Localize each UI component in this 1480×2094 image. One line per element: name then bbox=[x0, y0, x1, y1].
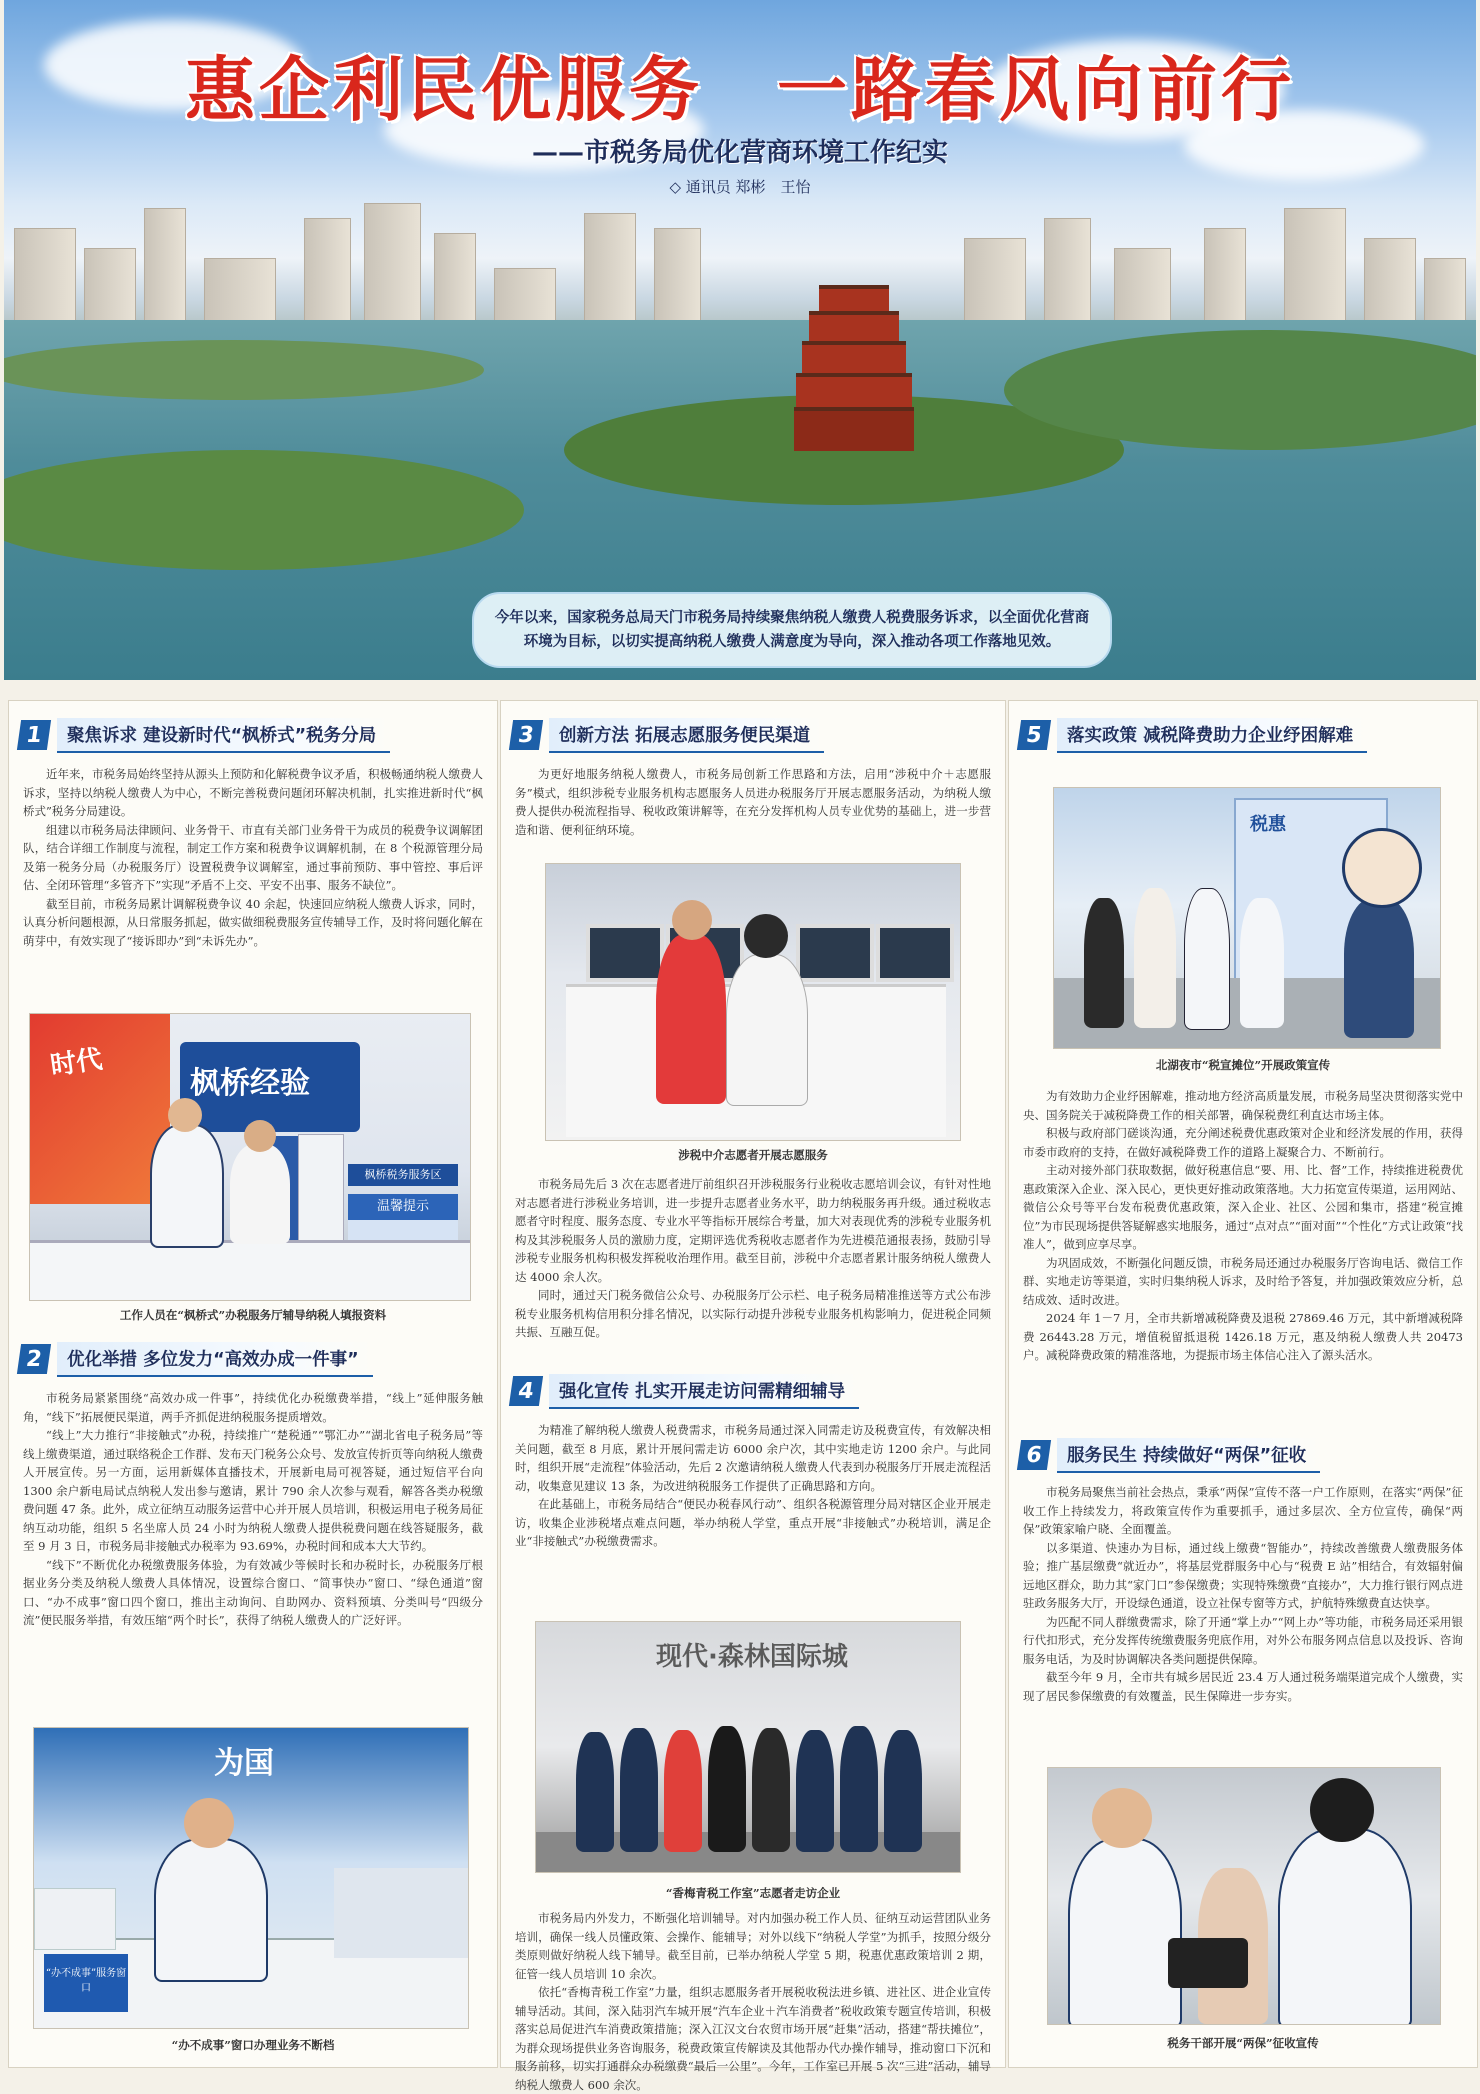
paragraph: 市税务局内外发力，不断强化培训辅导。对内加强办税工作人员、征纳互动运营团队业务培训，确保一线人员懂政策、会操作、能辅导；对外以线下“纳税人学堂”为抓手，按照分级分类原则做好纳税人线下辅导。截至目前，已举办纳税人学堂 5 期，税惠优惠政策培训 2 期，征管一线人员培训 10 余次。 bbox=[515, 1911, 991, 1981]
photo-volunteer-group bbox=[535, 1621, 961, 1873]
section-number: 2 bbox=[17, 1344, 51, 1374]
section-number: 1 bbox=[17, 720, 51, 750]
tip-sign: 温馨提示 bbox=[348, 1194, 458, 1220]
paragraph: 在此基础上，市税务局结合“便民办税春风行动”、组织各税源管理分局对辖区企业开展走访，收集企业涉税堵点难点问题，举办纳税人学堂，重点开展“非接触式”办税培训，满足企业“非接触式”办税缴费需求。 bbox=[515, 1497, 991, 1548]
paragraph: 为匹配不同人群缴费需求，除了开通“掌上办”“网上办”等功能，市税务局还采用银行代扣形式，充分发挥传统缴费服务兜底作用，对外公布服务网点信息以及投诉、咨询服务电话，为及时协调解决各类问题提供保障。 bbox=[1023, 1614, 1463, 1666]
photo-fengqiao-hall bbox=[29, 1013, 471, 1301]
paragraph: 为有效助力企业纾困解难，推动地方经济高质量发展，市税务局坚决贯彻落实党中央、国务院关于减税降费工作的相关部署，确保税费红利直达市场主体。 bbox=[1023, 1089, 1463, 1122]
photo-service-window bbox=[33, 1727, 469, 2029]
section-4-header bbox=[511, 1373, 859, 1409]
paragraph: 为精准了解纳税人缴费人税费需求，市税务局通过深入同需走访及税费宣传，有效解决相关问题，截至 8 月底，累计开展问需走访 6000 余户次，其中实地走访 1200 余户。与此同时，组织开展“走流程”体验活动，先后 2 次邀请纳税人缴费人代表到办税服务厅开展走流程活动，收集意见建议 13 条，为改进纳税服务工作提供了正确思路和方向。 bbox=[515, 1423, 991, 1493]
section-number: 6 bbox=[1017, 1440, 1051, 1470]
photo-caption: “办不成事”窗口办理业务不断档 bbox=[171, 2038, 335, 2052]
photo-night-market-stall bbox=[1053, 787, 1441, 1049]
paragraph: 市税务局聚焦当前社会热点，秉承“两保”宣传不落一户工作原则，在落实“两保”征收工作上持续发力，将政策宣传作为重要抓手，通过多层次、全方位宣传，确保“两保”政策家喻户晓、全面覆盖。 bbox=[1023, 1485, 1463, 1536]
fengqiao-sign: 枫桥经验 bbox=[190, 1066, 310, 1101]
paragraph: 为巩固成效，不断强化问题反馈，市税务局还通过办税服务厅咨询电话、微信工作群、实地走访等渠道，实时归集纳税人诉求，及时给予答复，并加强政策效应分析，总结成效、适时改进。 bbox=[1023, 1255, 1463, 1307]
section-4-body-continued bbox=[515, 1909, 991, 2094]
paragraph: 积极与政府部门磋谈沟通，充分阐述税费优惠政策对企业和经济发展的作用，获得市委市政府的支持，在做好减税降费工作的道路上凝聚合力、不断前行。 bbox=[1023, 1126, 1463, 1159]
section-5-header bbox=[1019, 717, 1367, 753]
page-title: 惠企利民优服务 一路春风向前行 bbox=[185, 49, 1295, 131]
section-6-body bbox=[1023, 1483, 1463, 1705]
page-subtitle: ——市税务局优化营商环境工作纪实 bbox=[531, 138, 948, 168]
paragraph: 2024 年 1－7 月，全市共新增减税降费及退税 27869.46 万元，其中新增减税降费 26443.28 万元，增值税留抵退税 1426.18 万元，惠及纳税人缴费人共 20473 户。减税降费政策的精准落地，为提振市场主体信心注入了源头活水。 bbox=[1023, 1311, 1463, 1362]
section-2-body bbox=[23, 1389, 483, 1630]
section-6-header bbox=[1019, 1437, 1320, 1473]
photo-caption: 工作人员在“枫桥式”办税服务厅辅导纳税人填报资料 bbox=[119, 1308, 387, 1322]
banner-sign: 现代·森林国际城 bbox=[656, 1642, 848, 1672]
column-middle bbox=[500, 700, 1006, 2092]
paragraph: 主动对接外部门获取数据，做好税惠信息“要、用、比、督”工作，持续推进税费优惠政策深入企业、深入民心，更快更好推动政策落地。大力拓宽宣传渠道，运用网站、微信公众号等平台发布税费优惠政策，深入企业、社区、公园和集市，搭建“税宣摊位”为市民现场提供答疑解惑实地服务，通过“点对点”“面对面”“个性化”方式让政策“找准人”，做到应享尽享。 bbox=[1023, 1163, 1463, 1251]
section-number: 3 bbox=[509, 720, 543, 750]
section-title: 服务民生 持续做好“两保”征收 bbox=[1057, 1438, 1320, 1473]
hero-banner bbox=[4, 0, 1476, 680]
paragraph: 同时，通过天门税务微信公众号、办税服务厅公示栏、电子税务局精准推送等方式公布涉税专业服务机构信用积分排名情况，以实际行动提升涉税专业服务机构影响力，促进税企同频共振、互融互促。 bbox=[515, 1288, 991, 1339]
city-skyline bbox=[4, 190, 1476, 330]
paragraph: 以多渠道、快速办为目标，通过线上缴费“智能办”，持续改善缴费人缴费服务体验；推广基层缴费“就近办”，将基层党群服务中心与“税费 E 站”相结合，有效辐射偏远地区群众，助力其“家门口”参保缴费；实现特殊缴费“直接办”，大力推行银行网点进驻政务服务大厅，开设绿色通道，设立社保专窗等方式，护航特殊缴费直达快享。 bbox=[1023, 1540, 1463, 1610]
section-title: 聚焦诉求 建设新时代“枫桥式”税务分局 bbox=[57, 718, 390, 753]
paragraph: 截至目前，市税务局累计调解税费争议 40 余起，快速回应纳税人缴费人诉求，同时，认真分析问题根源，从日常服务抓起，做实做细税费服务宣传辅导工作，及时将问题化解在萌芽中，有效实现了“接诉即办”到“未诉先办”。 bbox=[23, 896, 483, 948]
paragraph: 近年来，市税务局始终坚持从源头上预防和化解税费争议矛盾，积极畅通纳税人缴费人诉求，坚持以纳税人缴费人为中心，不断完善税费问题闭环解决机制，扎实推进新时代“枫桥式”税务分局建设。 bbox=[23, 767, 483, 818]
wall-sign: 时代 bbox=[48, 1044, 105, 1082]
photo-caption: 涉税中介志愿者开展志愿服务 bbox=[678, 1148, 828, 1162]
section-3-body-continued bbox=[515, 1175, 991, 1342]
counter-sign: “办不成事”服务窗口 bbox=[44, 1954, 128, 2012]
intro-box: 今年以来，国家税务总局天门市税务局持续聚焦纳税人缴费人税费服务诉求，以全面优化营商环境为目标，以切实提高纳税人缴费人满意度为导向，深入推动各项工作落地见效。 bbox=[472, 592, 1112, 668]
photo-volunteer-terminals bbox=[545, 863, 961, 1141]
section-4-body bbox=[515, 1421, 991, 1551]
pagoda-tower bbox=[794, 285, 914, 450]
section-title: 强化宣传 扎实开展走访问需精细辅导 bbox=[549, 1374, 859, 1409]
section-3-body bbox=[515, 765, 991, 839]
paragraph: “线下”不断优化办税缴费服务体验，为有效减少等候时长和办税时长，办税服务厅根据业务分类及纳税人缴费人具体情况，设置综合窗口、“简事快办”窗口、“绿色通道”窗口、“办不成事”窗口四个窗口，推出主动询问、自助网办、资料预填、分类叫号“四级分流”便民服务举措，有效压缩“两个时长”，获得了纳税人缴费人的广泛好评。 bbox=[23, 1557, 483, 1627]
section-1-header bbox=[19, 717, 390, 753]
photo-caption: 税务干部开展“两保”征收宣传 bbox=[1167, 2036, 1319, 2050]
paragraph: 市税务局先后 3 次在志愿者进厅前组织召开涉税服务行业税收志愿培训会议，有针对性地对志愿者进行涉税业务培训，进一步提升志愿者业务水平，助力纳税服务再升级。通过税收志愿者守时程度、服务态度、专业水平等指标开展综合考量，加大对表现优秀的涉税专业服务机构及其涉税服务人员的激励力度，定期评选优秀税收志愿者作为先进模范通报表扬，鼓励引导涉税专业服务机构积极发挥税收治理作用。截至目前，涉税中介志愿者累计服务纳税人缴费人达 4000 余人次。 bbox=[515, 1177, 991, 1284]
paragraph: 市税务局紧紧围绕“高效办成一件事”，持续优化办税缴费举措，“线上”延伸服务触角，“线下”拓展便民渠道，两手齐抓促进纳税服务提质增效。 bbox=[23, 1391, 483, 1424]
stall-sign: 税惠 bbox=[1250, 814, 1286, 835]
banner-sign: 为国 bbox=[214, 1746, 274, 1781]
column-left bbox=[8, 700, 498, 2068]
section-3-header bbox=[511, 717, 824, 753]
service-board: 枫桥税务服务区 bbox=[348, 1164, 458, 1186]
byline: ◇ 通讯员 郑彬 王怡 bbox=[669, 178, 811, 196]
section-number: 5 bbox=[1017, 720, 1051, 750]
section-2-header bbox=[19, 1341, 373, 1377]
section-title: 优化举措 多位发力“高效办成一件事” bbox=[57, 1342, 373, 1377]
section-title: 落实政策 减税降费助力企业纾困解难 bbox=[1057, 718, 1367, 753]
paragraph: 组建以市税务局法律顾问、业务骨干、市直有关部门业务骨干为成员的税费争议调解团队，结合详细工作制度与流程，制定工作方案和税费争议调解机制，在 8 个税源管理分局及第一税务分局（办税服务厅）设置税费争议调解室，通过事前预防、事中管控、事后评估、全闭环管理“多管齐下”实现“矛盾不上交、平安不出事、服务不缺位”。 bbox=[23, 822, 483, 892]
section-number: 4 bbox=[509, 1376, 543, 1406]
photo-caption: 北湖夜市“税宣摊位”开展政策宣传 bbox=[1155, 1058, 1331, 1072]
paragraph: 为更好地服务纳税人缴费人，市税务局创新工作思路和方法，启用“涉税中介＋志愿服务”模式，组织涉税专业服务机构志愿服务人员进办税服务厅开展志愿服务活动，为纳税人缴费人提供办税流程指导、税收政策讲解等，在充分发挥机构人员专业优势的基础上，进一步营造和谐、便利征纳环境。 bbox=[515, 767, 991, 837]
section-5-body bbox=[1023, 1087, 1463, 1365]
photo-two-insurance-campaign bbox=[1047, 1767, 1441, 2025]
section-title: 创新方法 拓展志愿服务便民渠道 bbox=[549, 718, 824, 753]
photo-caption: “香梅青税工作室”志愿者走访企业 bbox=[665, 1886, 841, 1900]
paragraph: “线上”大力推行“非接触式”办税，持续推广“楚税通”“鄂汇办”“湖北省电子税务局”等线上缴费渠道，通过联络税企工作群、发布天门税务公众号、发放宣传折页等向纳税人缴费人开展宣传。另一方面，运用新媒体直播技术，开展新电局可视答疑，通过短信平台向 1300 余户新电局试点纳税人发出参与邀请，累计 790 余人次参与观看，解答各类办税缴费问题 47 条。此外，成立征纳互动服务运营中心并开展人员培训，积极运用电子税务局征纳互动功能，组织 5 名坐席人员 24 小时为纳税人缴费人提供税费问题在线答疑服务，截至 9 月 3 日，市税务局非接触式办税率为 93.69%，办税时间和成本大大节约。 bbox=[23, 1428, 483, 1553]
paragraph: 依托“香梅青税工作室”力量，组织志愿服务者开展税收税法进乡镇、进社区、进企业宣传辅导活动。其间，深入陆羽汽车城开展“汽车企业＋汽车消费者”税收政策专题宣传培训，积极落实总局促进汽车消费政策措施；深入江汉文台农贸市场开展“赶集”活动，搭建“帮扶摊位”，为群众现场提供业务咨询服务，税费政策宣传解读及其他帮办代办操作辅导，推动窗口下沉和服务前移，切实打通群众办税缴费“最后一公里”。今年，工作室已开展 5 次“三进”活动，辅导纳税人缴费人 600 余次。 bbox=[515, 1985, 991, 2092]
section-1-body bbox=[23, 765, 483, 950]
column-right bbox=[1008, 700, 1478, 2068]
paragraph: 截至今年 9 月，全市共有城乡居民近 23.4 万人通过税务端渠道完成个人缴费，实现了居民参保缴费的有效覆盖，民生保障进一步夯实。 bbox=[1023, 1670, 1463, 1703]
